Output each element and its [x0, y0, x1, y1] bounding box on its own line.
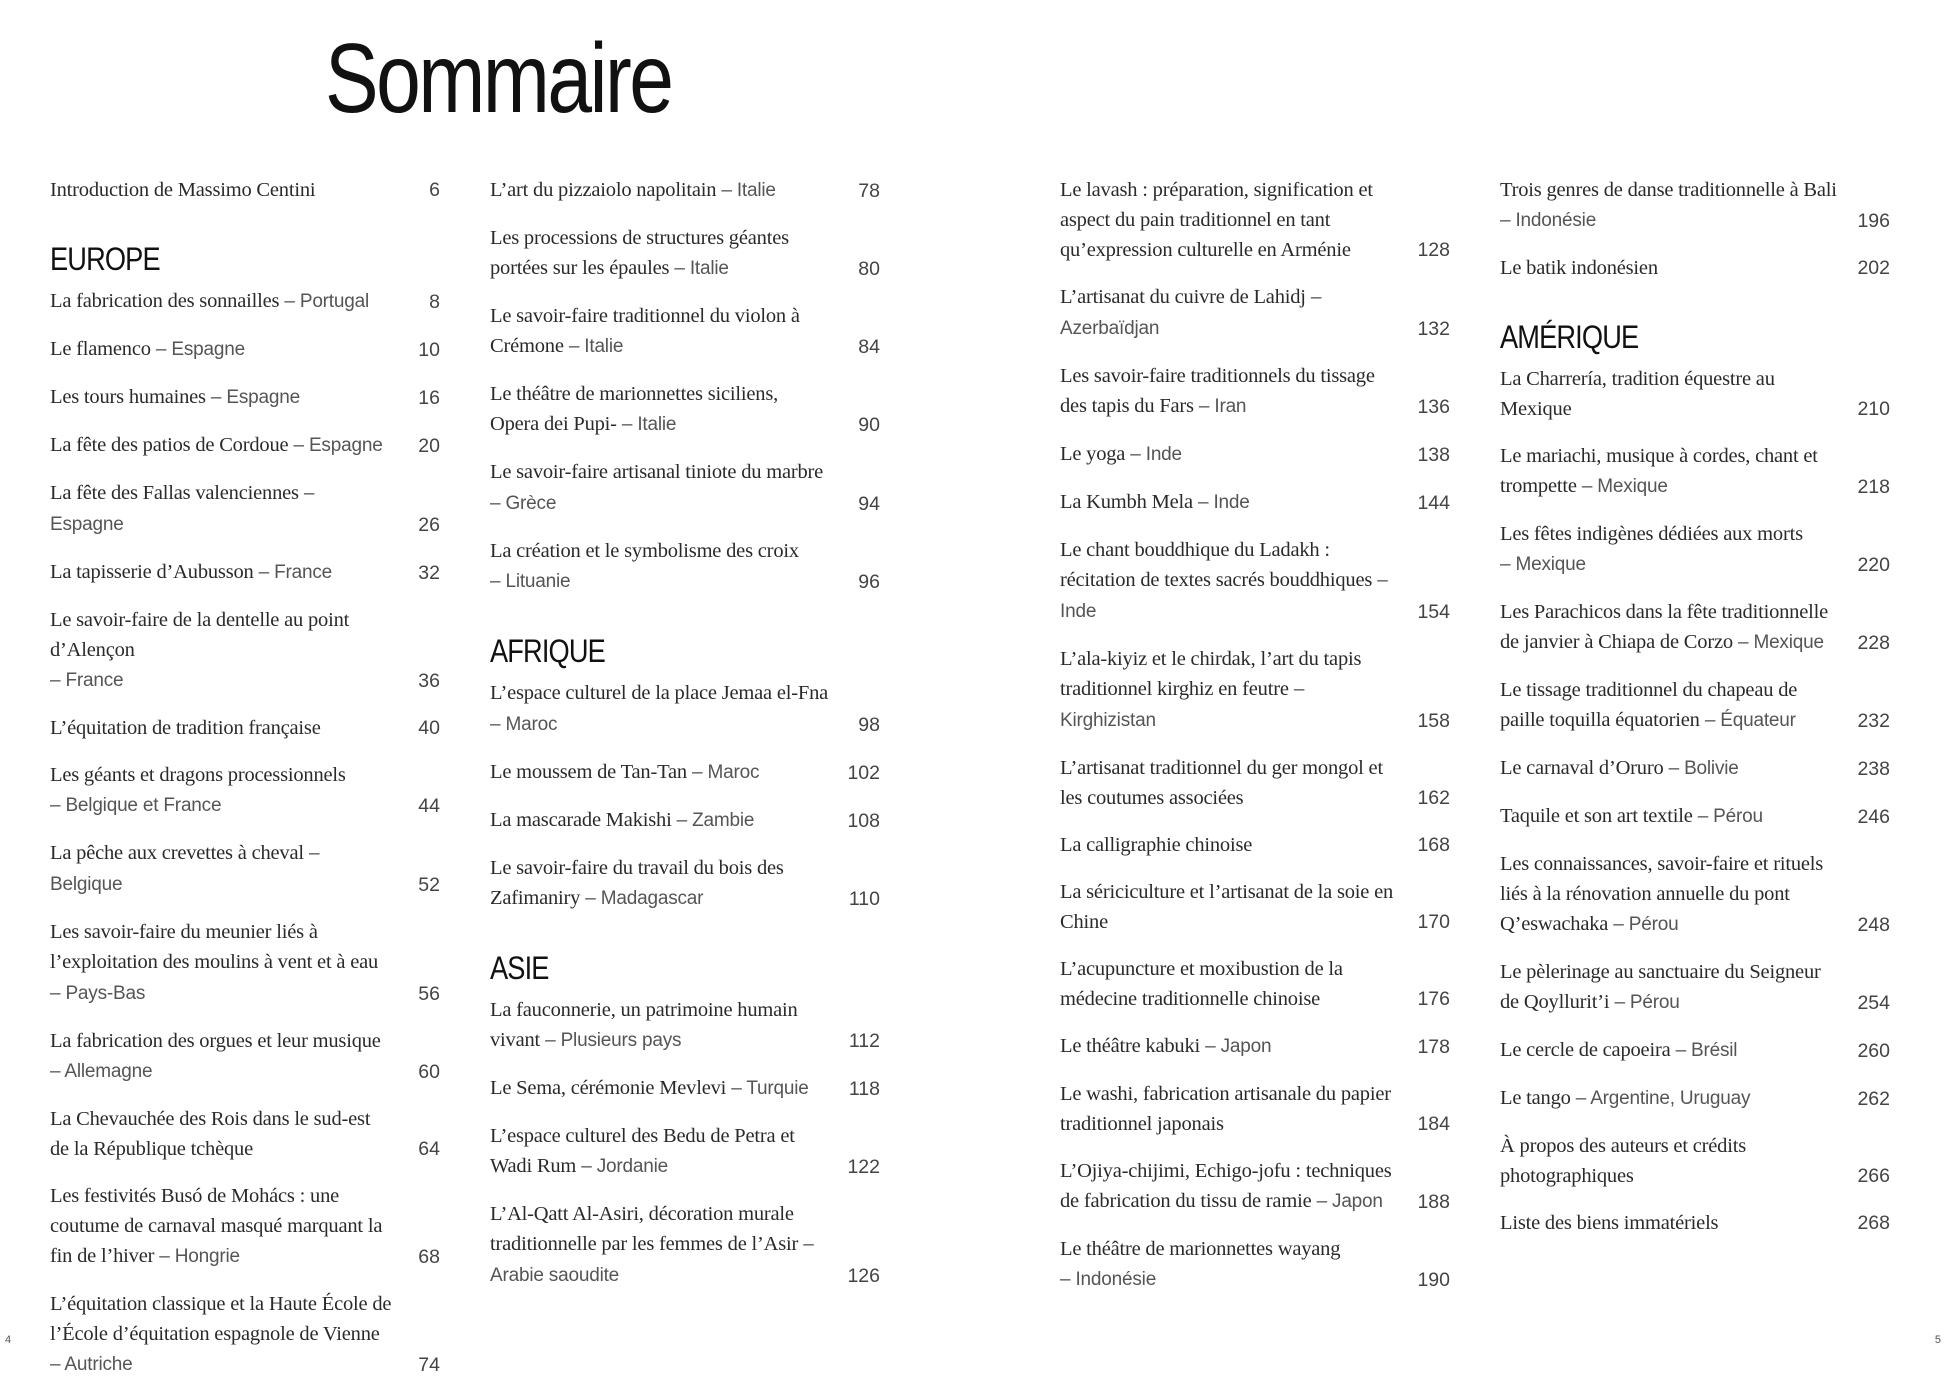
toc-entry-page: 220 [1857, 554, 1890, 576]
toc-entry-title: Le pèlerinage au sanctuaire du Seigneur de Qoyllurit’i [1500, 961, 1821, 1013]
toc-entry[interactable] [1500, 175, 1890, 236]
section-heading: AMÉRIQUE [1500, 319, 1639, 355]
toc-entry-title: L’équitation classique et la Haute École de l’École d’équitation espagnole de Vienne [50, 1293, 392, 1345]
toc-entry-page: 20 [418, 435, 440, 457]
toc-entry[interactable] [490, 757, 880, 788]
toc-entry-text [1060, 954, 1402, 1014]
toc-entry-page: 190 [1417, 1269, 1450, 1291]
toc-entry-page: 56 [418, 983, 440, 1005]
toc-entry-page: 32 [418, 562, 440, 584]
toc-entry-page: 228 [1857, 632, 1890, 654]
toc-entry-title: L’ala-kiyiz et le chirdak, l’art du tapis traditionnel kirghiz en feutre [1060, 648, 1362, 700]
toc-entry[interactable] [50, 430, 440, 461]
toc-entry-page: 8 [429, 291, 440, 313]
toc-entry[interactable] [490, 853, 880, 914]
toc-entry[interactable] [1060, 175, 1450, 265]
toc-entry[interactable] [50, 557, 440, 588]
toc-entry-page: 132 [1417, 318, 1450, 340]
toc-entry-country: – Inde [1125, 444, 1182, 465]
toc-entry-page: 218 [1857, 476, 1890, 498]
toc-entry-page: 110 [848, 888, 880, 910]
toc-entry[interactable] [1060, 954, 1450, 1014]
toc-entry-title: Le tango [1500, 1087, 1571, 1109]
toc-entry-page: 118 [848, 1078, 880, 1100]
toc-entry-page: 52 [418, 874, 440, 896]
toc-entry-text [1500, 957, 1842, 1018]
toc-entry-title: L’acupuncture et moxibustion de la médecine traditionnelle chinoise [1060, 958, 1343, 1010]
section-heading: ASIE [490, 950, 549, 986]
toc-entry-title: Les connaissances, savoir-faire et rituels liés à la rénovation annuelle du pont Q’eswachaka [1500, 853, 1824, 935]
toc-entry-page: 266 [1857, 1165, 1890, 1187]
toc-entry-text [490, 1199, 832, 1291]
toc-entry-title: Le yoga [1060, 443, 1126, 465]
toc-entry-page: 260 [1857, 1040, 1890, 1062]
toc-entry[interactable] [490, 536, 880, 597]
toc-entry[interactable] [1060, 487, 1450, 518]
toc-entry-title: La création et le symbolisme des croix [490, 540, 799, 562]
toc-entry-country: – Hongrie [154, 1246, 240, 1267]
toc-entry-title: Le théâtre de marionnettes siciliens, Opera dei Pupi- [490, 383, 779, 435]
toc-entry[interactable] [50, 1181, 440, 1272]
toc-entry-page: 196 [1857, 210, 1890, 232]
toc-entry-text [1060, 282, 1402, 344]
toc-entry[interactable] [1500, 364, 1890, 424]
toc-entry[interactable] [1060, 1234, 1450, 1295]
toc-entry[interactable] [1500, 519, 1890, 580]
toc-entry-title: Le théâtre kabuki [1060, 1035, 1201, 1057]
toc-entry-country: – Belgique et France [50, 795, 221, 816]
toc-entry-title: À propos des auteurs et crédits photographiques [1500, 1135, 1746, 1187]
toc-entry-country: – France [50, 670, 123, 691]
page-title: Sommaire [325, 23, 672, 133]
toc-entry[interactable] [1060, 1156, 1450, 1217]
toc-entry-country: – Inde [1060, 570, 1388, 622]
toc-entry-text [1500, 801, 1842, 832]
toc-entry-text [1060, 1234, 1402, 1295]
section-heading: AFRIQUE [490, 633, 605, 669]
toc-entry-text [1060, 1156, 1402, 1217]
toc-entry[interactable] [1060, 830, 1450, 860]
toc-entry-country: – Maroc [687, 762, 759, 783]
toc-entry-page: 268 [1857, 1212, 1890, 1234]
toc-entry-text [1500, 1131, 1842, 1191]
toc-entry-text [490, 757, 832, 788]
toc-entry-title: L’art du pizzaiolo napolitain [490, 179, 717, 201]
toc-entry-title: Les festivités Busó de Mohács : une coutume de carnaval masqué marquant la fin de l’hiver [50, 1185, 383, 1267]
toc-entry-country: – Italie [564, 336, 623, 357]
toc-entry-country: – Pérou [1693, 806, 1763, 827]
toc-entry[interactable] [1500, 1035, 1890, 1066]
toc-entry-title: Taquile et son art textile [1500, 805, 1693, 827]
toc-entry-title: Le mariachi, musique à cordes, chant et trompette [1500, 445, 1818, 497]
toc-entry-text [490, 853, 832, 914]
toc-entry-country: – Pérou [1609, 992, 1679, 1013]
toc-entry-text [50, 838, 392, 900]
toc-entry-text [50, 557, 392, 588]
toc-entry[interactable] [1060, 535, 1450, 627]
toc-entry-page: 210 [1857, 398, 1890, 420]
toc-entry-country: – Bolivie [1664, 758, 1739, 779]
toc-entry-title: L’équitation de tradition française [50, 717, 321, 739]
toc-entry-title: Le théâtre de marionnettes wayang [1060, 1238, 1341, 1260]
toc-entry-title: La Charrería, tradition équestre au Mexique [1500, 368, 1775, 420]
toc-entry-title: Les tours humaines [50, 386, 206, 408]
toc-entry-title: La pêche aux crevettes à cheval [50, 842, 304, 864]
toc-entry[interactable] [1060, 753, 1450, 813]
toc-entry-country: – Madagascar [580, 888, 703, 909]
toc-entry-text [50, 334, 392, 365]
toc-entry-page: 64 [418, 1138, 440, 1160]
toc-entry-title: Les géants et dragons processionnels [50, 764, 346, 786]
toc-entry-title: Le savoir-faire du travail du bois des Zafimaniry [490, 857, 784, 909]
toc-entry-country: – Espagne [206, 387, 300, 408]
toc-entry-page: 74 [418, 1354, 440, 1376]
toc-entry[interactable] [490, 1073, 880, 1104]
toc-entry-page: 102 [847, 762, 880, 784]
toc-entry-title: Le batik indonésien [1500, 257, 1658, 279]
toc-entry-page: 136 [1417, 396, 1450, 418]
toc-entry[interactable] [50, 713, 440, 743]
toc-entry-page: 178 [1417, 1036, 1450, 1058]
toc-entry-text [490, 223, 832, 284]
toc-entry-text [1060, 487, 1402, 518]
toc-entry-country: – Italie [617, 414, 676, 435]
toc-entry-text [490, 995, 832, 1056]
toc-entry-text [1060, 1031, 1402, 1062]
toc-entry[interactable] [50, 838, 440, 900]
toc-entry[interactable] [1500, 849, 1890, 940]
toc-column-2 [490, 175, 880, 1308]
toc-entry-page: 128 [1417, 239, 1450, 261]
toc-entry-page: 6 [429, 179, 440, 201]
toc-entry-text [50, 175, 392, 205]
toc-entry-title: L’Al-Qatt Al-Asiri, décoration murale traditionnelle par les femmes de l’Asir [490, 1203, 799, 1255]
toc-entry-text [1500, 253, 1842, 283]
toc-entry-page: 246 [1857, 806, 1890, 828]
toc-entry-text [50, 1026, 392, 1087]
toc-entry-title: La mascarade Makishi [490, 809, 672, 831]
toc-entry[interactable] [50, 382, 440, 413]
toc-entry[interactable] [1500, 253, 1890, 283]
toc-entry-title: L’espace culturel des Bedu de Petra et Wadi Rum [490, 1125, 795, 1177]
toc-entry-page: 26 [418, 514, 440, 536]
toc-entry-text [1500, 1208, 1842, 1238]
toc-entry-page: 168 [1417, 834, 1450, 856]
toc-entry-text [490, 1121, 832, 1182]
toc-entry-page: 238 [1857, 758, 1890, 780]
toc-entry-country: – Grèce [490, 493, 556, 514]
toc-entry-text [1060, 439, 1402, 470]
toc-entry-title: Les fêtes indigènes dédiées aux morts [1500, 523, 1803, 545]
toc-entry-title: Les savoir-faire traditionnels du tissage des tapis du Fars [1060, 365, 1375, 417]
toc-entry[interactable] [50, 334, 440, 365]
toc-entry[interactable] [490, 457, 880, 519]
toc-entry-title: L’espace culturel de la place Jemaa el-Fna [490, 682, 829, 704]
toc-entry-country: – Allemagne [50, 1061, 152, 1082]
toc-entry-page: 170 [1417, 911, 1450, 933]
toc-entry-text [490, 379, 832, 440]
toc-entry-text [50, 605, 392, 696]
toc-entry-page: 10 [418, 339, 440, 361]
toc-entry-title: Liste des biens immatériels [1500, 1212, 1719, 1234]
toc-entry[interactable] [50, 605, 440, 696]
toc-entry-title: Le Sema, cérémonie Mevlevi [490, 1077, 727, 1099]
toc-entry-country: – Argentine, Uruguay [1571, 1088, 1751, 1109]
toc-entry[interactable] [1500, 957, 1890, 1018]
toc-entry[interactable] [1500, 1083, 1890, 1114]
toc-entry-title: L’artisanat du cuivre de Lahidj [1060, 286, 1306, 308]
toc-entry[interactable] [50, 1026, 440, 1087]
toc-entry-page: 232 [1857, 710, 1890, 732]
toc-entry-page: 248 [1857, 914, 1890, 936]
toc-entry-title: Le moussem de Tan-Tan [490, 761, 687, 783]
toc-entry-text [1060, 1079, 1402, 1139]
toc-entry-country: – Japon [1311, 1191, 1382, 1212]
toc-entry-page: 84 [858, 336, 880, 358]
toc-entry[interactable] [50, 478, 440, 540]
toc-entry-page: 36 [418, 670, 440, 692]
folio-left: 4 [5, 1334, 12, 1346]
toc-entry[interactable] [50, 1104, 440, 1164]
toc-entry-title: Le lavash : préparation, signification et aspect du pain traditionnel en tant qu’expression culturelle en Arménie [1060, 179, 1373, 261]
toc-entry[interactable] [50, 917, 440, 1009]
toc-entry-country: – Turquie [726, 1078, 809, 1099]
toc-entry-country: – Iran [1194, 396, 1246, 417]
toc-entry[interactable] [1500, 753, 1890, 784]
toc-entry-page: 112 [848, 1030, 880, 1052]
toc-entry-text [50, 286, 392, 317]
toc-entry-country: – Brésil [1670, 1040, 1737, 1061]
toc-entry-text [1060, 753, 1402, 813]
toc-entry-title: Le chant bouddhique du Ladakh : récitation de textes sacrés bouddhiques [1060, 539, 1373, 591]
toc-entry-title: Les Parachicos dans la fête traditionnelle de janvier à Chiapa de Corzo [1500, 601, 1829, 653]
toc-entry-page: 98 [858, 714, 880, 736]
toc-entry[interactable] [1060, 282, 1450, 344]
toc-entry-text [50, 382, 392, 413]
toc-entry[interactable] [490, 175, 880, 206]
toc-entry-page: 262 [1857, 1088, 1890, 1110]
toc-entry-country: – Zambie [672, 810, 755, 831]
toc-entry-country: – Maroc [490, 714, 557, 735]
toc-entry[interactable] [490, 379, 880, 440]
toc-entry-title: La fête des patios de Cordoue [50, 434, 289, 456]
toc-entry-text [490, 1073, 832, 1104]
toc-column-4 [1500, 175, 1890, 1255]
toc-entry-page: 144 [1417, 492, 1450, 514]
toc-entry-country: – Kirghizistan [1060, 679, 1304, 731]
toc-entry-text [1500, 519, 1842, 580]
toc-entry[interactable] [1500, 675, 1890, 736]
toc-entry-title: L’Ojiya-chijimi, Echigo-jofu : techniques de fabrication du tissu de ramie [1060, 1160, 1392, 1212]
toc-entry-text [50, 1181, 392, 1272]
toc-entry[interactable] [1500, 597, 1890, 658]
toc-entry[interactable] [1060, 1031, 1450, 1062]
toc-entry-text [50, 478, 392, 540]
toc-entry-title: Introduction de Massimo Centini [50, 179, 316, 201]
toc-entry-text [490, 301, 832, 362]
toc-entry-page: 154 [1417, 601, 1450, 623]
toc-entry[interactable] [50, 175, 440, 205]
toc-entry-title: La Kumbh Mela [1060, 491, 1193, 513]
toc-entry-text [1500, 753, 1842, 784]
toc-entry-title: Le savoir-faire traditionnel du violon à Crémone [490, 305, 800, 357]
toc-entry-country: – Italie [716, 180, 775, 201]
toc-entry-title: Le savoir-faire artisanal tiniote du marbre [490, 461, 824, 483]
toc-entry-text [50, 760, 392, 821]
toc-entry-country: – Indonésie [1060, 1269, 1156, 1290]
toc-entry-country: – Azerbaïdjan [1060, 287, 1321, 339]
toc-entry-text [50, 917, 392, 1009]
toc-entry-text [490, 678, 832, 740]
toc-entry-text [1060, 644, 1402, 736]
toc-entry-page: 254 [1857, 992, 1890, 1014]
toc-entry-text [1060, 175, 1402, 265]
toc-entry-text [50, 713, 392, 743]
toc-entry[interactable] [1500, 1131, 1890, 1191]
toc-entry-page: 188 [1417, 1191, 1450, 1213]
toc-entry-page: 108 [847, 810, 880, 832]
toc-entry[interactable] [1500, 801, 1890, 832]
toc-entry-title: Le washi, fabrication artisanale du papier traditionnel japonais [1060, 1083, 1391, 1135]
toc-entry-country: – Mexique [1733, 632, 1824, 653]
toc-entry-country: – Équateur [1700, 710, 1796, 731]
toc-entry-country: – Autriche [50, 1354, 133, 1375]
toc-entry-title: Le flamenco [50, 338, 151, 360]
toc-entry-title: La fabrication des sonnailles [50, 290, 280, 312]
toc-entry[interactable] [1500, 441, 1890, 502]
toc-entry[interactable] [490, 995, 880, 1056]
toc-entry-title: Le tissage traditionnel du chapeau de paille toquilla équatorien [1500, 679, 1798, 731]
toc-entry-page: 68 [418, 1246, 440, 1268]
toc-entry-country: – Mexique [1500, 554, 1586, 575]
toc-entry-text [490, 805, 832, 836]
toc-entry-title: Le cercle de capoeira [1500, 1039, 1671, 1061]
toc-entry-country: – Espagne [288, 435, 382, 456]
toc-entry-country: – Pérou [1608, 914, 1678, 935]
toc-entry-country: – Pays-Bas [50, 983, 145, 1004]
toc-entry[interactable] [490, 301, 880, 362]
toc-entry-title: La fête des Fallas valenciennes [50, 482, 299, 504]
toc-entry[interactable] [1060, 439, 1450, 470]
toc-entry-country: – Portugal [279, 291, 369, 312]
toc-entry-page: 60 [418, 1061, 440, 1083]
toc-entry-title: Les savoir-faire du meunier liés à l’exploitation des moulins à vent et à eau [50, 921, 379, 973]
toc-entry-title: Trois genres de danse traditionnelle à Bali [1500, 179, 1837, 201]
toc-entry-country: – Lituanie [490, 571, 570, 592]
toc-entry[interactable] [1500, 1208, 1890, 1238]
toc-entry-title: Les processions de structures géantes portées sur les épaules [490, 227, 789, 279]
toc-entry-page: 90 [858, 414, 880, 436]
toc-entry-country: – Mexique [1577, 476, 1668, 497]
toc-entry[interactable] [1060, 361, 1450, 422]
toc-entry-text [490, 175, 832, 206]
folio-right: 5 [1934, 1334, 1941, 1346]
toc-entry-page: 96 [858, 571, 880, 593]
toc-entry-title: Le savoir-faire de la dentelle au point d’Alençon [50, 609, 350, 661]
toc-entry-text [1060, 877, 1402, 937]
toc-entry-title: La Chevauchée des Rois dans le sud-est de la République tchèque [50, 1108, 371, 1160]
toc-entry-text [1500, 675, 1842, 736]
toc-column-3 [1060, 175, 1450, 1312]
toc-entry-text [1060, 830, 1402, 860]
toc-entry-text [490, 536, 832, 597]
toc-entry-title: L’artisanat traditionnel du ger mongol et les coutumes associées [1060, 757, 1383, 809]
toc-entry-page: 158 [1417, 710, 1450, 732]
toc-entry-text [1500, 1083, 1842, 1114]
toc-entry[interactable] [50, 760, 440, 821]
toc-entry-page: 184 [1417, 1113, 1450, 1135]
toc-entry-text [1500, 175, 1842, 236]
toc-entry[interactable] [50, 286, 440, 317]
toc-entry-text [1060, 535, 1402, 627]
toc-entry-page: 78 [858, 180, 880, 202]
toc-entry-text [1500, 597, 1842, 658]
toc-entry-text [1500, 364, 1842, 424]
toc-entry[interactable] [490, 678, 880, 740]
toc-entry-text [50, 1289, 392, 1380]
toc-entry-country: – Arabie saoudite [490, 1234, 814, 1286]
toc-entry-text [1500, 1035, 1842, 1066]
toc-entry-text [1500, 849, 1842, 940]
toc-entry-text [1500, 441, 1842, 502]
toc-entry[interactable] [1060, 877, 1450, 937]
toc-entry-page: 176 [1417, 988, 1450, 1010]
toc-entry[interactable] [490, 805, 880, 836]
toc-entry-text [1060, 361, 1402, 422]
toc-entry-title: La fabrication des orgues et leur musique [50, 1030, 381, 1052]
toc-entry[interactable] [50, 1289, 440, 1380]
toc-entry-country: – Italie [669, 258, 728, 279]
toc-entry-page: 122 [847, 1156, 880, 1178]
toc-entry-country: – Belgique [50, 843, 319, 895]
toc-entry-page: 162 [1417, 787, 1450, 809]
toc-entry-page: 126 [847, 1265, 880, 1287]
toc-entry-title: La tapisserie d’Aubusson [50, 561, 254, 583]
toc-entry[interactable] [1060, 1079, 1450, 1139]
toc-entry-text [50, 1104, 392, 1164]
toc-entry-page: 80 [858, 258, 880, 280]
toc-entry-text [490, 457, 832, 519]
toc-entry[interactable] [490, 1199, 880, 1291]
toc-entry-page: 16 [418, 387, 440, 409]
toc-entry-country: – Japon [1200, 1036, 1271, 1057]
toc-entry-title: Le carnaval d’Oruro [1500, 757, 1664, 779]
toc-entry-country: – Espagne [151, 339, 245, 360]
toc-entry-title: La fauconnerie, un patrimoine humain vivant [490, 999, 798, 1051]
toc-entry-page: 138 [1417, 444, 1450, 466]
toc-entry[interactable] [490, 223, 880, 284]
toc-entry[interactable] [490, 1121, 880, 1182]
toc-entry-country: – Espagne [50, 483, 314, 535]
section-heading: EUROPE [50, 241, 160, 277]
toc-entry-country: – Jordanie [576, 1156, 668, 1177]
toc-entry-title: La calligraphie chinoise [1060, 834, 1253, 856]
toc-entry-page: 44 [418, 795, 440, 817]
toc-entry-page: 94 [858, 493, 880, 515]
toc-entry-country: – Inde [1193, 492, 1250, 513]
toc-entry-title: La sériciculture et l’artisanat de la soie en Chine [1060, 881, 1394, 933]
toc-column-1 [50, 175, 440, 1397]
toc-entry-country: – Indonésie [1500, 210, 1596, 231]
toc-entry-country: – Plusieurs pays [540, 1030, 681, 1051]
toc-entry-country: – France [254, 562, 332, 583]
toc-entry[interactable] [1060, 644, 1450, 736]
toc-entry-text [50, 430, 392, 461]
toc-entry-page: 40 [418, 717, 440, 739]
toc-entry-page: 202 [1857, 257, 1890, 279]
